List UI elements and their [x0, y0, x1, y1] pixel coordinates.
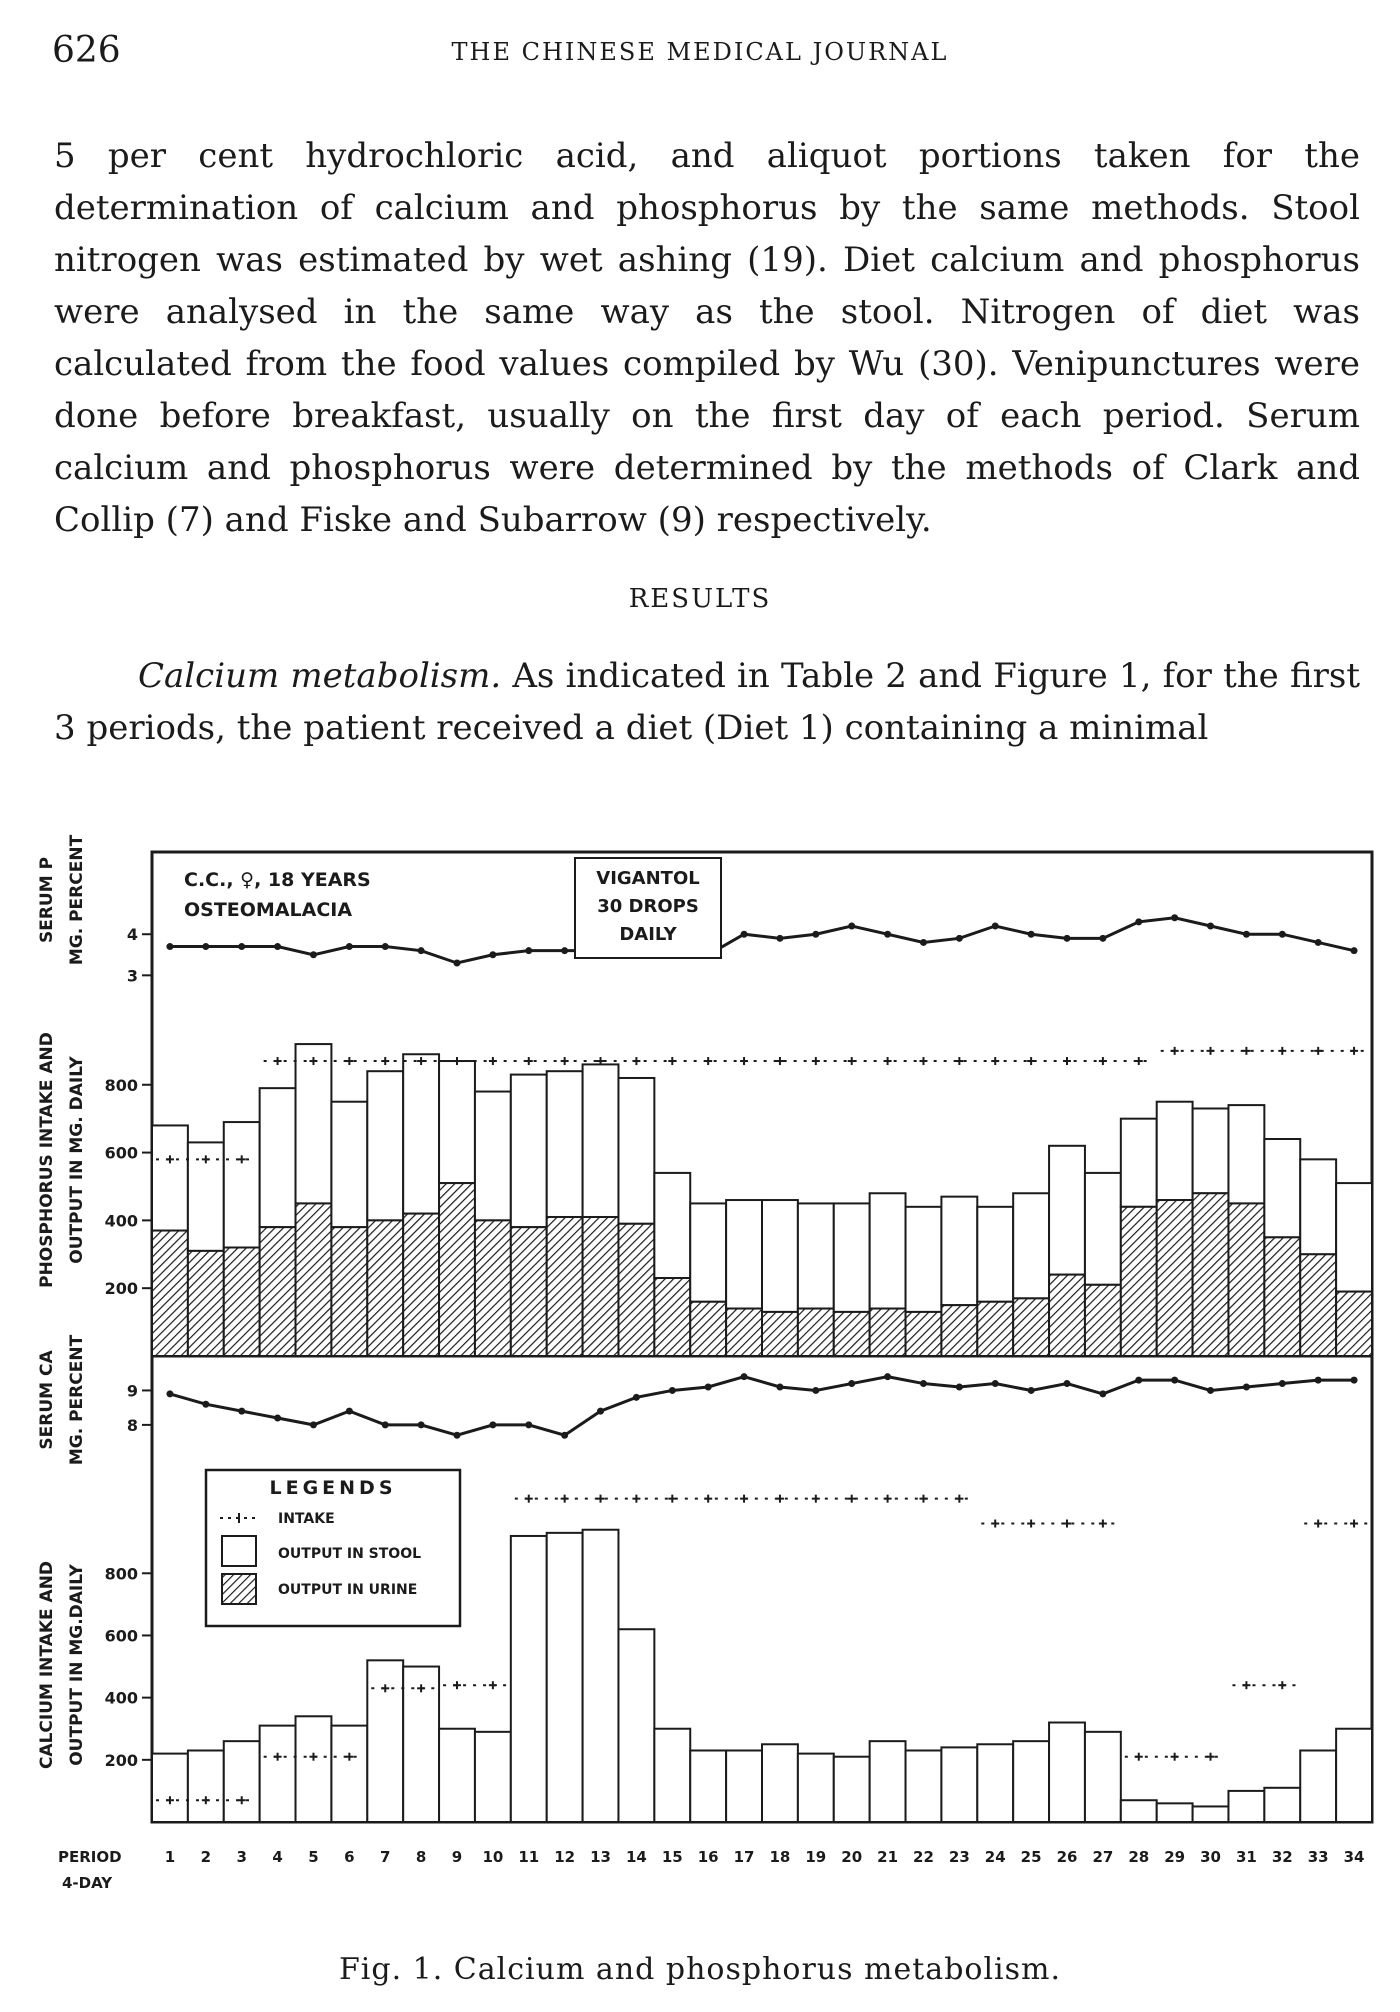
phosphorus-stool-bar	[977, 1207, 1013, 1302]
period-number: 20	[841, 1848, 863, 1866]
phosphorus-stool-bar	[367, 1071, 403, 1220]
period-number: 27	[1092, 1848, 1114, 1866]
period-number: 8	[415, 1848, 427, 1866]
period-number: 25	[1020, 1848, 1042, 1866]
serum-ca-point	[597, 1408, 604, 1415]
phosphorus-stool-bar	[1049, 1146, 1085, 1275]
serum-ca-point	[418, 1421, 425, 1428]
calcium-stool-bar	[654, 1729, 690, 1822]
period-number: 31	[1235, 1848, 1257, 1866]
phosphorus-stool-bar	[762, 1200, 798, 1312]
legend-urine-label: OUTPUT IN URINE	[278, 1582, 418, 1598]
calcium-stool-bar	[941, 1747, 977, 1822]
calcium-stool-bar	[1336, 1729, 1372, 1822]
phosphorus-stool-bar	[331, 1102, 367, 1227]
serum-ca-point	[992, 1380, 999, 1387]
serum-ca-point	[920, 1380, 927, 1387]
four-day-label: 4-DAY	[62, 1874, 113, 1892]
serum-p-point	[1207, 923, 1214, 930]
serum-p-line	[170, 918, 1354, 963]
patient-annotation: C.C., ♀, 18 YEARS	[184, 869, 371, 891]
calcium-stool-bar	[188, 1750, 224, 1822]
serum-p-point	[776, 935, 783, 942]
calcium-axis-title: OUTPUT IN MG.DAILY	[67, 1564, 87, 1766]
serum-p-point	[525, 947, 532, 954]
phosphorus-stool-bar	[1336, 1183, 1372, 1291]
calcium-axis-tick-label: 200	[104, 1750, 138, 1770]
vigantol-annotation: 30 DROPS	[597, 896, 699, 917]
serum-ca-point	[741, 1373, 748, 1380]
serum-p-point	[884, 931, 891, 938]
phosphorus-urine-bar	[1264, 1237, 1300, 1356]
phosphorus-urine-bar	[690, 1302, 726, 1356]
run-in-heading: Calcium metabolism.	[138, 656, 502, 696]
serum-ca-point	[1171, 1377, 1178, 1384]
serum-p-point	[1243, 931, 1250, 938]
serum-p-point	[1351, 947, 1358, 954]
period-number: 18	[769, 1848, 791, 1866]
calcium-stool-bar	[1193, 1806, 1229, 1822]
serum-ca-point	[238, 1408, 245, 1415]
serum-p-point	[166, 943, 173, 950]
phosphorus-stool-bar	[475, 1092, 511, 1221]
serum-ca-point	[1315, 1377, 1322, 1384]
serum-ca-point	[956, 1384, 963, 1391]
paragraph-text: As indicated in Table 2 and Figure 1, for the first 3 periods, the patient received a diet (Diet 1) containing a minimal	[54, 656, 1360, 748]
serum-ca-axis-title: MG. PERCENT	[67, 1334, 87, 1466]
phosphorus-stool-bar	[1228, 1105, 1264, 1203]
period-number: 22	[913, 1848, 934, 1866]
period-number: 7	[380, 1848, 391, 1866]
running-head: THE CHINESE MEDICAL JOURNAL	[451, 38, 949, 66]
period-number: 6	[344, 1848, 355, 1866]
phosphorus-urine-bar	[475, 1220, 511, 1356]
calcium-axis-title: CALCIUM INTAKE AND	[37, 1560, 57, 1770]
phosphorus-urine-bar	[726, 1309, 762, 1356]
phosphorus-stool-bar	[1264, 1139, 1300, 1237]
phosphorus-urine-bar	[1300, 1254, 1336, 1356]
serum-ca-point	[1135, 1377, 1142, 1384]
period-label: PERIOD	[58, 1848, 122, 1866]
serum-ca-point	[489, 1421, 496, 1428]
period-number: 21	[877, 1848, 899, 1866]
phosphorus-stool-bar	[583, 1064, 619, 1217]
serum-p-point	[956, 935, 963, 942]
serum-p-axis-title: SERUM P	[37, 856, 57, 944]
serum-p-point	[274, 943, 281, 950]
serum-p-point	[454, 960, 461, 967]
phosphorus-urine-bar	[403, 1214, 439, 1356]
phosphorus-urine-bar	[367, 1220, 403, 1356]
period-number: 5	[308, 1848, 319, 1866]
diagnosis-annotation: OSTEOMALACIA	[184, 899, 353, 921]
serum-p-point	[238, 943, 245, 950]
serum-ca-point	[346, 1408, 353, 1415]
period-number: 32	[1271, 1848, 1293, 1866]
serum-ca-point	[633, 1394, 640, 1401]
phosphorus-urine-bar	[1193, 1193, 1229, 1356]
period-number: 11	[518, 1848, 540, 1866]
phosphorus-urine-bar	[260, 1227, 296, 1356]
paragraph-methods: 5 per cent hydrochloric acid, and aliquot portions taken for the determination of calcium and phosphorus by the same methods. Stool nitrogen was estimated by wet ashing (19). Diet calcium and phosphorus were analysed in the same way as the stool. Nitrogen of diet was calculated from the food values compiled by Wu (30). Venipunctures were done before breakfast, usually on the first day of each period. Serum calcium and phosphorus were determined by the methods of Clark and Collip (7) and Fiske and Subarrow (9) respectively.	[54, 136, 1360, 540]
phosphorus-stool-bar	[296, 1044, 332, 1203]
period-number: 12	[554, 1848, 576, 1866]
phosphorus-urine-bar	[547, 1217, 583, 1356]
period-number: 19	[805, 1848, 827, 1866]
calcium-stool-bar	[1049, 1723, 1085, 1822]
period-number: 16	[697, 1848, 719, 1866]
phosphorus-urine-bar	[798, 1309, 834, 1356]
period-number: 14	[625, 1848, 647, 1866]
phosphorus-stool-bar	[511, 1075, 547, 1228]
serum-ca-point	[274, 1415, 281, 1422]
period-number: 9	[451, 1848, 463, 1866]
calcium-stool-bar	[1013, 1741, 1049, 1822]
period-number: 3	[236, 1848, 247, 1866]
phosphorus-stool-bar	[690, 1203, 726, 1301]
period-number: 24	[984, 1848, 1006, 1866]
vigantol-annotation: DAILY	[619, 924, 677, 945]
serum-p-point	[1064, 935, 1071, 942]
calcium-axis-tick-label: 400	[104, 1688, 138, 1708]
phosphorus-stool-bar	[547, 1071, 583, 1217]
section-heading-results: RESULTS	[628, 584, 772, 614]
serum-p-point	[346, 943, 353, 950]
phosphorus-stool-bar	[798, 1203, 834, 1308]
calcium-axis-tick-label: 800	[104, 1564, 138, 1584]
calcium-stool-bar	[331, 1726, 367, 1822]
phosphorus-stool-bar	[1157, 1102, 1193, 1200]
phosphorus-stool-bar	[403, 1054, 439, 1213]
phosphorus-urine-bar	[870, 1309, 906, 1356]
period-number: 13	[590, 1848, 611, 1866]
serum-p-point	[1099, 935, 1106, 942]
page-number: 626	[52, 30, 121, 71]
phosphorus-urine-bar	[1228, 1203, 1264, 1356]
phosphorus-urine-bar	[1013, 1298, 1049, 1356]
serum-p-point	[489, 951, 496, 958]
serum-ca-point	[884, 1373, 891, 1380]
period-number: 10	[482, 1848, 504, 1866]
period-number: 29	[1164, 1848, 1186, 1866]
phosphorus-urine-bar	[439, 1183, 475, 1356]
calcium-axis-tick-label: 600	[104, 1626, 138, 1646]
phosphorus-stool-bar	[1121, 1119, 1157, 1207]
serum-p-point	[812, 931, 819, 938]
legend-title: LEGENDS	[269, 1477, 397, 1499]
phosphorus-stool-bar	[834, 1203, 870, 1311]
serum-ca-point	[848, 1380, 855, 1387]
calcium-stool-bar	[1228, 1791, 1264, 1822]
phosphorus-stool-bar	[1300, 1159, 1336, 1254]
period-number: 17	[733, 1848, 755, 1866]
phosphorus-stool-bar	[439, 1061, 475, 1183]
calcium-stool-bar	[870, 1741, 906, 1822]
figure-caption: Fig. 1. Calcium and phosphorus metabolism.	[338, 1952, 1062, 1987]
phosphorus-urine-bar	[941, 1305, 977, 1356]
serum-ca-point	[202, 1401, 209, 1408]
serum-ca-point	[1064, 1380, 1071, 1387]
serum-ca-point	[1351, 1377, 1358, 1384]
serum-ca-point	[310, 1421, 317, 1428]
calcium-stool-bar	[1264, 1788, 1300, 1822]
serum-p-point	[561, 947, 568, 954]
serum-ca-point	[812, 1387, 819, 1394]
phosphorus-urine-bar	[977, 1302, 1013, 1356]
phosphorus-stool-bar	[1013, 1193, 1049, 1298]
serum-ca-point	[1028, 1387, 1035, 1394]
period-number: 4	[272, 1848, 283, 1866]
calcium-stool-bar	[726, 1750, 762, 1822]
calcium-stool-bar	[618, 1629, 654, 1822]
period-number: 15	[661, 1848, 683, 1866]
phosphorus-urine-bar	[1121, 1207, 1157, 1356]
phosphorus-urine-bar	[834, 1312, 870, 1356]
serum-p-point	[310, 951, 317, 958]
legend-urine-swatch	[222, 1574, 256, 1604]
phosphorus-stool-bar	[1085, 1173, 1121, 1285]
phosphorus-urine-bar	[654, 1278, 690, 1356]
phosphorus-stool-bar	[726, 1200, 762, 1308]
phosphorus-stool-bar	[152, 1125, 188, 1230]
serum-p-axis-tick-label: 4	[126, 925, 138, 945]
phosphorus-stool-bar	[224, 1122, 260, 1247]
serum-ca-axis-tick-label: 9	[126, 1381, 138, 1401]
serum-ca-point	[776, 1384, 783, 1391]
phosphorus-urine-bar	[188, 1251, 224, 1356]
serum-p-axis-tick-label: 3	[126, 966, 138, 986]
period-number: 23	[948, 1848, 970, 1866]
serum-ca-point	[669, 1387, 676, 1394]
phosphorus-urine-bar	[296, 1203, 332, 1356]
calcium-stool-bar	[511, 1536, 547, 1822]
calcium-stool-bar	[439, 1729, 475, 1822]
serum-p-point	[741, 931, 748, 938]
serum-ca-point	[1243, 1384, 1250, 1391]
phosphorus-axis-tick-label: 400	[104, 1211, 138, 1231]
vigantol-annotation: VIGANTOL	[596, 868, 700, 889]
phosphorus-axis-title: PHOSPHORUS INTAKE AND	[37, 1032, 57, 1288]
calcium-stool-bar	[224, 1741, 260, 1822]
calcium-stool-bar	[906, 1750, 942, 1822]
calcium-stool-bar	[798, 1754, 834, 1822]
phosphorus-stool-bar	[654, 1173, 690, 1278]
calcium-stool-bar	[1085, 1732, 1121, 1822]
phosphorus-axis-tick-label: 200	[104, 1279, 138, 1299]
calcium-stool-bar	[977, 1744, 1013, 1822]
serum-ca-axis-title: SERUM CA	[37, 1350, 57, 1450]
serum-p-point	[202, 943, 209, 950]
phosphorus-urine-bar	[1085, 1285, 1121, 1356]
phosphorus-axis-title: OUTPUT IN MG. DAILY	[67, 1056, 87, 1264]
serum-ca-axis-tick-label: 8	[126, 1415, 138, 1435]
calcium-stool-bar	[762, 1744, 798, 1822]
period-number: 26	[1056, 1848, 1078, 1866]
serum-ca-line	[170, 1377, 1354, 1436]
serum-ca-point	[454, 1432, 461, 1439]
serum-p-point	[920, 939, 927, 946]
serum-ca-point	[1207, 1387, 1214, 1394]
serum-p-point	[1171, 914, 1178, 921]
calcium-stool-bar	[152, 1754, 188, 1822]
period-number: 34	[1343, 1848, 1365, 1866]
serum-p-point	[382, 943, 389, 950]
serum-ca-point	[382, 1421, 389, 1428]
calcium-stool-bar	[1121, 1800, 1157, 1822]
phosphorus-urine-bar	[152, 1231, 188, 1356]
phosphorus-urine-bar	[906, 1312, 942, 1356]
phosphorus-urine-bar	[583, 1217, 619, 1356]
serum-p-point	[1028, 931, 1035, 938]
period-number: 2	[200, 1848, 212, 1866]
serum-p-axis-title: MG. PERCENT	[67, 834, 87, 966]
phosphorus-stool-bar	[906, 1207, 942, 1312]
phosphorus-axis-tick-label: 600	[104, 1143, 138, 1163]
phosphorus-urine-bar	[1157, 1200, 1193, 1356]
serum-p-point	[1135, 918, 1142, 925]
legend-intake-label: INTAKE	[278, 1511, 335, 1527]
serum-ca-point	[1099, 1390, 1106, 1397]
serum-ca-point	[1279, 1380, 1286, 1387]
phosphorus-urine-bar	[224, 1248, 260, 1356]
serum-p-point	[418, 947, 425, 954]
phosphorus-stool-bar	[941, 1197, 977, 1305]
serum-p-point	[1315, 939, 1322, 946]
phosphorus-urine-bar	[618, 1224, 654, 1356]
legend-stool-swatch	[222, 1536, 256, 1566]
calcium-stool-bar	[690, 1750, 726, 1822]
calcium-stool-bar	[547, 1533, 583, 1822]
serum-p-point	[992, 923, 999, 930]
serum-ca-point	[525, 1421, 532, 1428]
calcium-stool-bar	[1300, 1750, 1336, 1822]
period-number: 33	[1307, 1848, 1329, 1866]
calcium-stool-bar	[296, 1716, 332, 1822]
period-number: 30	[1200, 1848, 1221, 1866]
phosphorus-stool-bar	[870, 1193, 906, 1308]
serum-ca-point	[561, 1432, 568, 1439]
phosphorus-urine-bar	[331, 1227, 367, 1356]
calcium-stool-bar	[583, 1530, 619, 1822]
serum-p-point	[848, 923, 855, 930]
phosphorus-urine-bar	[762, 1312, 798, 1356]
phosphorus-urine-bar	[1336, 1292, 1372, 1356]
legend-stool-label: OUTPUT IN STOOL	[278, 1546, 422, 1562]
phosphorus-urine-bar	[511, 1227, 547, 1356]
calcium-stool-bar	[260, 1726, 296, 1822]
calcium-stool-bar	[1157, 1803, 1193, 1822]
calcium-stool-bar	[834, 1757, 870, 1822]
period-number: 1	[164, 1848, 176, 1866]
phosphorus-stool-bar	[1193, 1108, 1229, 1193]
serum-ca-point	[166, 1390, 173, 1397]
calcium-stool-bar	[475, 1732, 511, 1822]
serum-ca-point	[705, 1384, 712, 1391]
phosphorus-urine-bar	[1049, 1275, 1085, 1356]
period-number: 28	[1128, 1848, 1150, 1866]
phosphorus-axis-tick-label: 800	[104, 1075, 138, 1095]
phosphorus-stool-bar	[618, 1078, 654, 1224]
serum-p-point	[1279, 931, 1286, 938]
phosphorus-stool-bar	[260, 1088, 296, 1227]
